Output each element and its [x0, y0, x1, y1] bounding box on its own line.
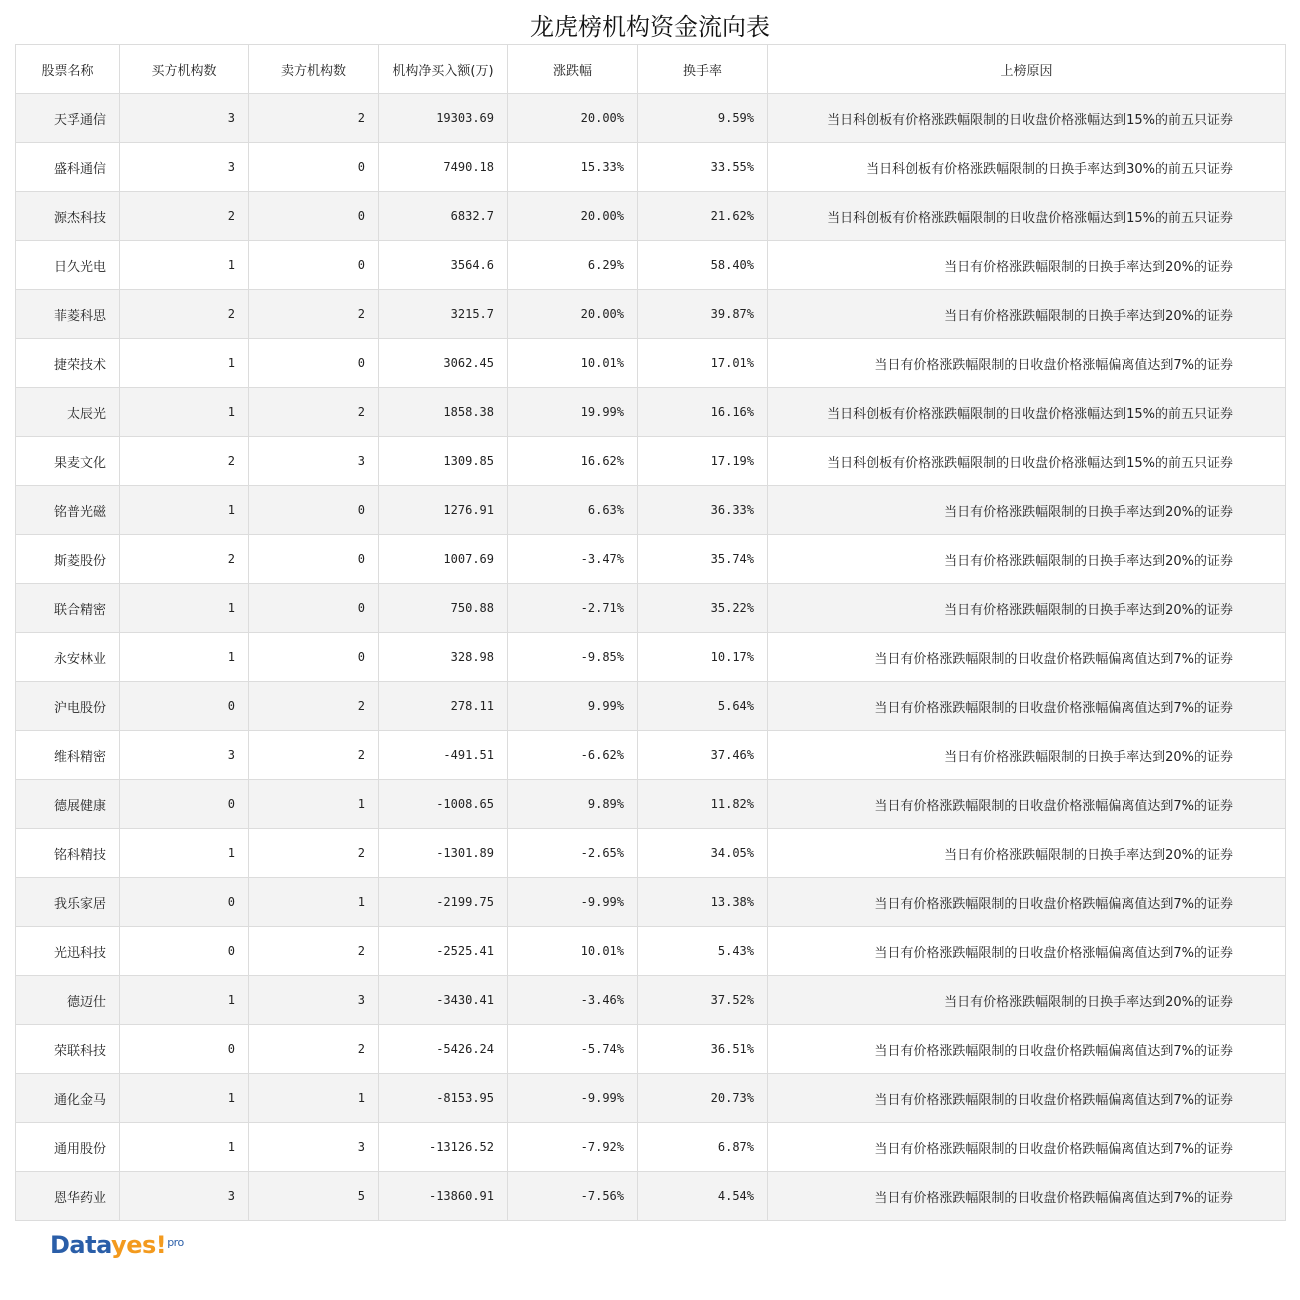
datayes-logo	[50, 1228, 184, 1268]
net-buy-cell: 328.98	[379, 633, 508, 682]
seller-count-cell: 0	[249, 339, 379, 388]
seller-count-cell: 2	[249, 927, 379, 976]
table-row[interactable]	[16, 339, 1286, 388]
stock-name-cell: 沪电股份	[16, 682, 120, 731]
seller-count-cell: 1	[249, 1074, 379, 1123]
table-row[interactable]	[16, 633, 1286, 682]
seller-count-cell: 2	[249, 290, 379, 339]
reason-cell: 当日科创板有价格涨跌幅限制的日收盘价格涨幅达到15%的前五只证券	[768, 192, 1286, 241]
turnover-cell: 37.52%	[638, 976, 768, 1025]
table-row[interactable]	[16, 1123, 1286, 1172]
change-pct-cell: -6.62%	[508, 731, 638, 780]
net-buy-cell: -2199.75	[379, 878, 508, 927]
turnover-cell: 5.43%	[638, 927, 768, 976]
reason-cell: 当日有价格涨跌幅限制的日换手率达到20%的证券	[768, 290, 1286, 339]
column-header-turnover[interactable]: 换手率	[638, 45, 768, 94]
turnover-cell: 16.16%	[638, 388, 768, 437]
table-row[interactable]	[16, 143, 1286, 192]
table-row[interactable]	[16, 486, 1286, 535]
reason-cell: 当日科创板有价格涨跌幅限制的日换手率达到30%的前五只证券	[768, 143, 1286, 192]
turnover-cell: 34.05%	[638, 829, 768, 878]
column-header-buyer-count[interactable]: 买方机构数	[120, 45, 249, 94]
turnover-cell: 5.64%	[638, 682, 768, 731]
change-pct-cell: 20.00%	[508, 192, 638, 241]
reason-cell: 当日科创板有价格涨跌幅限制的日收盘价格涨幅达到15%的前五只证券	[768, 437, 1286, 486]
table-row[interactable]	[16, 1074, 1286, 1123]
column-header-seller-count[interactable]: 卖方机构数	[249, 45, 379, 94]
stock-name-cell: 铭普光磁	[16, 486, 120, 535]
seller-count-cell: 0	[249, 584, 379, 633]
logo-yes-text: yes!	[111, 1231, 167, 1259]
stock-name-cell: 捷荣技术	[16, 339, 120, 388]
net-buy-cell: -3430.41	[379, 976, 508, 1025]
buyer-count-cell: 1	[120, 1123, 249, 1172]
table-row[interactable]	[16, 780, 1286, 829]
reason-cell: 当日有价格涨跌幅限制的日换手率达到20%的证券	[768, 976, 1286, 1025]
reason-cell: 当日有价格涨跌幅限制的日收盘价格涨幅偏离值达到7%的证券	[768, 780, 1286, 829]
buyer-count-cell: 0	[120, 927, 249, 976]
seller-count-cell: 3	[249, 976, 379, 1025]
reason-cell: 当日有价格涨跌幅限制的日换手率达到20%的证券	[768, 829, 1286, 878]
change-pct-cell: -3.46%	[508, 976, 638, 1025]
net-buy-cell: -1008.65	[379, 780, 508, 829]
reason-cell: 当日有价格涨跌幅限制的日收盘价格跌幅偏离值达到7%的证券	[768, 1123, 1286, 1172]
table-row[interactable]	[16, 878, 1286, 927]
seller-count-cell: 2	[249, 94, 379, 143]
change-pct-cell: -3.47%	[508, 535, 638, 584]
buyer-count-cell: 1	[120, 339, 249, 388]
stock-name-cell: 斯菱股份	[16, 535, 120, 584]
reason-cell: 当日有价格涨跌幅限制的日换手率达到20%的证券	[768, 731, 1286, 780]
buyer-count-cell: 3	[120, 94, 249, 143]
change-pct-cell: 20.00%	[508, 94, 638, 143]
turnover-cell: 58.40%	[638, 241, 768, 290]
stock-name-cell: 源杰科技	[16, 192, 120, 241]
change-pct-cell: 9.99%	[508, 682, 638, 731]
reason-cell: 当日有价格涨跌幅限制的日收盘价格涨幅偏离值达到7%的证券	[768, 682, 1286, 731]
buyer-count-cell: 0	[120, 1025, 249, 1074]
logo-pro-text: pro	[167, 1236, 184, 1249]
stock-name-cell: 永安林业	[16, 633, 120, 682]
seller-count-cell: 2	[249, 682, 379, 731]
seller-count-cell: 0	[249, 192, 379, 241]
change-pct-cell: 6.29%	[508, 241, 638, 290]
change-pct-cell: 9.89%	[508, 780, 638, 829]
turnover-cell: 4.54%	[638, 1172, 768, 1221]
stock-name-cell: 联合精密	[16, 584, 120, 633]
buyer-count-cell: 2	[120, 290, 249, 339]
buyer-count-cell: 1	[120, 584, 249, 633]
net-buy-cell: -8153.95	[379, 1074, 508, 1123]
stock-name-cell: 铭科精技	[16, 829, 120, 878]
turnover-cell: 20.73%	[638, 1074, 768, 1123]
buyer-count-cell: 1	[120, 829, 249, 878]
net-buy-cell: 6832.7	[379, 192, 508, 241]
table-row[interactable]	[16, 241, 1286, 290]
stock-name-cell: 通化金马	[16, 1074, 120, 1123]
stock-name-cell: 我乐家居	[16, 878, 120, 927]
stock-name-cell: 维科精密	[16, 731, 120, 780]
buyer-count-cell: 0	[120, 780, 249, 829]
institution-fund-flow-table	[15, 44, 1286, 1221]
stock-name-cell: 恩华药业	[16, 1172, 120, 1221]
turnover-cell: 21.62%	[638, 192, 768, 241]
seller-count-cell: 2	[249, 388, 379, 437]
turnover-cell: 36.51%	[638, 1025, 768, 1074]
reason-cell: 当日科创板有价格涨跌幅限制的日收盘价格涨幅达到15%的前五只证券	[768, 94, 1286, 143]
change-pct-cell: -7.92%	[508, 1123, 638, 1172]
buyer-count-cell: 0	[120, 682, 249, 731]
stock-name-cell: 通用股份	[16, 1123, 120, 1172]
reason-cell: 当日有价格涨跌幅限制的日换手率达到20%的证券	[768, 584, 1286, 633]
turnover-cell: 35.74%	[638, 535, 768, 584]
change-pct-cell: -2.65%	[508, 829, 638, 878]
reason-cell: 当日有价格涨跌幅限制的日收盘价格跌幅偏离值达到7%的证券	[768, 1074, 1286, 1123]
buyer-count-cell: 1	[120, 388, 249, 437]
net-buy-cell: 1309.85	[379, 437, 508, 486]
buyer-count-cell: 1	[120, 633, 249, 682]
turnover-cell: 36.33%	[638, 486, 768, 535]
stock-name-cell: 德展健康	[16, 780, 120, 829]
seller-count-cell: 3	[249, 1123, 379, 1172]
change-pct-cell: -5.74%	[508, 1025, 638, 1074]
net-buy-cell: 1276.91	[379, 486, 508, 535]
table-row[interactable]	[16, 829, 1286, 878]
net-buy-cell: 7490.18	[379, 143, 508, 192]
table-row[interactable]	[16, 1172, 1286, 1221]
buyer-count-cell: 0	[120, 878, 249, 927]
buyer-count-cell: 2	[120, 437, 249, 486]
net-buy-cell: 3062.45	[379, 339, 508, 388]
table-row[interactable]	[16, 437, 1286, 486]
stock-name-cell: 荣联科技	[16, 1025, 120, 1074]
change-pct-cell: 19.99%	[508, 388, 638, 437]
seller-count-cell: 2	[249, 1025, 379, 1074]
net-buy-cell: -13126.52	[379, 1123, 508, 1172]
seller-count-cell: 3	[249, 437, 379, 486]
net-buy-cell: -2525.41	[379, 927, 508, 976]
column-header-net-buy[interactable]: 机构净买入额(万)	[379, 45, 508, 94]
turnover-cell: 13.38%	[638, 878, 768, 927]
net-buy-cell: 278.11	[379, 682, 508, 731]
turnover-cell: 10.17%	[638, 633, 768, 682]
change-pct-cell: 20.00%	[508, 290, 638, 339]
net-buy-cell: 3215.7	[379, 290, 508, 339]
buyer-count-cell: 3	[120, 143, 249, 192]
reason-cell: 当日有价格涨跌幅限制的日收盘价格跌幅偏离值达到7%的证券	[768, 1172, 1286, 1221]
table-row[interactable]	[16, 682, 1286, 731]
change-pct-cell: -7.56%	[508, 1172, 638, 1221]
stock-name-cell: 太辰光	[16, 388, 120, 437]
net-buy-cell: 3564.6	[379, 241, 508, 290]
stock-name-cell: 日久光电	[16, 241, 120, 290]
turnover-cell: 17.01%	[638, 339, 768, 388]
reason-cell: 当日有价格涨跌幅限制的日换手率达到20%的证券	[768, 535, 1286, 584]
table-row[interactable]	[16, 976, 1286, 1025]
net-buy-cell: 750.88	[379, 584, 508, 633]
buyer-count-cell: 1	[120, 1074, 249, 1123]
net-buy-cell: -1301.89	[379, 829, 508, 878]
reason-cell: 当日有价格涨跌幅限制的日换手率达到20%的证券	[768, 486, 1286, 535]
table-row[interactable]	[16, 731, 1286, 780]
change-pct-cell: -9.99%	[508, 878, 638, 927]
stock-name-cell: 菲菱科思	[16, 290, 120, 339]
seller-count-cell: 1	[249, 780, 379, 829]
seller-count-cell: 5	[249, 1172, 379, 1221]
stock-name-cell: 盛科通信	[16, 143, 120, 192]
reason-cell: 当日有价格涨跌幅限制的日收盘价格涨幅偏离值达到7%的证券	[768, 927, 1286, 976]
change-pct-cell: 15.33%	[508, 143, 638, 192]
net-buy-cell: -5426.24	[379, 1025, 508, 1074]
table-row[interactable]	[16, 584, 1286, 633]
change-pct-cell: -2.71%	[508, 584, 638, 633]
turnover-cell: 11.82%	[638, 780, 768, 829]
buyer-count-cell: 2	[120, 192, 249, 241]
buyer-count-cell: 1	[120, 486, 249, 535]
turnover-cell: 33.55%	[638, 143, 768, 192]
buyer-count-cell: 1	[120, 976, 249, 1025]
turnover-cell: 9.59%	[638, 94, 768, 143]
column-header-reason[interactable]: 上榜原因	[768, 45, 1286, 94]
net-buy-cell: 19303.69	[379, 94, 508, 143]
change-pct-cell: -9.99%	[508, 1074, 638, 1123]
reason-cell: 当日有价格涨跌幅限制的日换手率达到20%的证券	[768, 241, 1286, 290]
net-buy-cell: 1858.38	[379, 388, 508, 437]
seller-count-cell: 0	[249, 241, 379, 290]
turnover-cell: 37.46%	[638, 731, 768, 780]
change-pct-cell: 10.01%	[508, 927, 638, 976]
turnover-cell: 35.22%	[638, 584, 768, 633]
table-row[interactable]	[16, 192, 1286, 241]
table-row[interactable]	[16, 1025, 1286, 1074]
seller-count-cell: 0	[249, 143, 379, 192]
seller-count-cell: 2	[249, 829, 379, 878]
turnover-cell: 17.19%	[638, 437, 768, 486]
table-row[interactable]	[16, 927, 1286, 976]
seller-count-cell: 2	[249, 731, 379, 780]
net-buy-cell: -491.51	[379, 731, 508, 780]
logo-data-text: Data	[50, 1231, 112, 1259]
reason-cell: 当日有价格涨跌幅限制的日收盘价格跌幅偏离值达到7%的证券	[768, 878, 1286, 927]
stock-name-cell: 光迅科技	[16, 927, 120, 976]
buyer-count-cell: 2	[120, 535, 249, 584]
page-title: 龙虎榜机构资金流向表	[530, 13, 770, 41]
column-header-change-pct[interactable]: 涨跌幅	[508, 45, 638, 94]
seller-count-cell: 0	[249, 633, 379, 682]
net-buy-cell: -13860.91	[379, 1172, 508, 1221]
seller-count-cell: 0	[249, 486, 379, 535]
turnover-cell: 6.87%	[638, 1123, 768, 1172]
stock-name-cell: 德迈仕	[16, 976, 120, 1025]
table-header-row	[16, 45, 1286, 94]
stock-name-cell: 天孚通信	[16, 94, 120, 143]
turnover-cell: 39.87%	[638, 290, 768, 339]
change-pct-cell: 6.63%	[508, 486, 638, 535]
net-buy-cell: 1007.69	[379, 535, 508, 584]
reason-cell: 当日有价格涨跌幅限制的日收盘价格涨幅偏离值达到7%的证券	[768, 339, 1286, 388]
reason-cell: 当日科创板有价格涨跌幅限制的日收盘价格涨幅达到15%的前五只证券	[768, 388, 1286, 437]
change-pct-cell: 10.01%	[508, 339, 638, 388]
reason-cell: 当日有价格涨跌幅限制的日收盘价格跌幅偏离值达到7%的证券	[768, 633, 1286, 682]
column-header-stock-name[interactable]: 股票名称	[16, 45, 120, 94]
buyer-count-cell: 1	[120, 241, 249, 290]
stock-name-cell: 果麦文化	[16, 437, 120, 486]
table-row[interactable]	[16, 535, 1286, 584]
buyer-count-cell: 3	[120, 1172, 249, 1221]
change-pct-cell: 16.62%	[508, 437, 638, 486]
buyer-count-cell: 3	[120, 731, 249, 780]
seller-count-cell: 0	[249, 535, 379, 584]
table-row[interactable]	[16, 290, 1286, 339]
reason-cell: 当日有价格涨跌幅限制的日收盘价格跌幅偏离值达到7%的证券	[768, 1025, 1286, 1074]
seller-count-cell: 1	[249, 878, 379, 927]
change-pct-cell: -9.85%	[508, 633, 638, 682]
table-row[interactable]	[16, 388, 1286, 437]
table-row[interactable]	[16, 94, 1286, 143]
